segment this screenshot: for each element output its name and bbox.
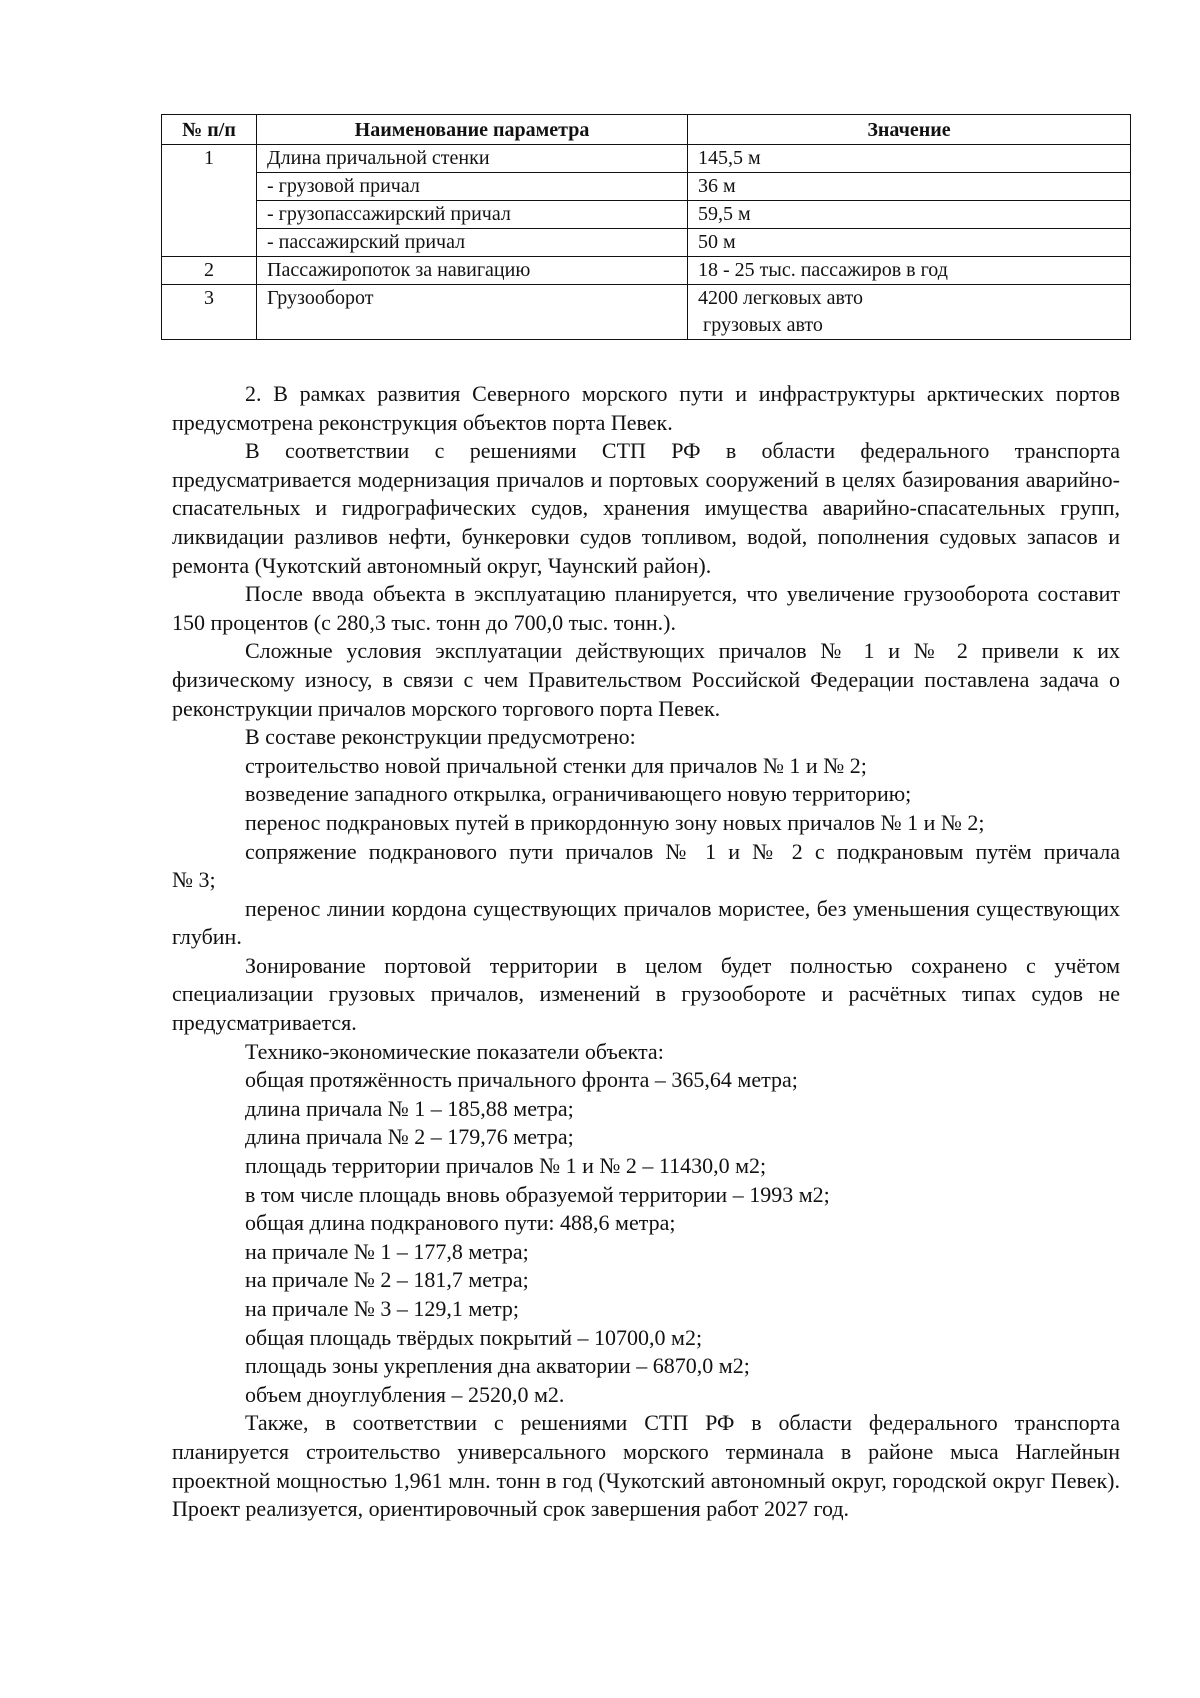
paragraph: Зонирование портовой территории в целом будет полностью сохранено с учётом специализации грузовых причалов, изменений в грузообороте и расчётных типах судов не предусматривается. [172, 952, 1120, 1036]
row-value: 145,5 м [688, 145, 1131, 173]
row-value: 18 - 25 тыс. пассажиров в год [688, 257, 1131, 285]
row-name: Пассажиропоток за навигацию [257, 257, 688, 285]
row-value-line-1: 4200 легковых авто [698, 287, 863, 309]
table-header-row [162, 115, 1131, 145]
table-row [162, 145, 1131, 173]
row-name: - грузовой причал [257, 173, 688, 201]
list-item: сопряжение подкранового пути причалов № 1 и № 2 с подкрановым путём причала [245, 838, 1120, 864]
body-text [172, 380, 1120, 1524]
parameters-table [161, 114, 1131, 340]
row-num: 1 [162, 145, 257, 257]
row-name: Грузооборот [257, 285, 688, 340]
list-item: на причале № 1 – 177,8 метра; [245, 1238, 529, 1264]
row-value-line-2: грузовых авто [698, 314, 823, 336]
paragraph: В составе реконструкции предусмотрено: [245, 724, 636, 750]
row-num: 3 [162, 285, 257, 340]
header-name: Наименование параметра [257, 115, 688, 145]
list-item: площадь зоны укрепления дна акватории – 6870,0 м2; [245, 1353, 750, 1379]
list-item: на причале № 2 – 181,7 метра; [245, 1267, 529, 1293]
table-row [162, 257, 1131, 285]
list-item: объем дноуглубления – 2520,0 м2. [245, 1381, 565, 1407]
paragraph: После ввода объекта в эксплуатацию планируется, что увеличение грузооборота составит 150 процентов (с 280,3 тыс. тонн до 700,0 тыс. тонн.). [172, 581, 1120, 635]
list-item: перенос подкрановых путей в прикордонную зону новых причалов № 1 и № 2; [245, 809, 985, 835]
list-item: общая протяжённость причального фронта – 365,64 метра; [245, 1067, 798, 1093]
list-item: в том числе площадь вновь образуемой территории – 1993 м2; [245, 1181, 830, 1207]
paragraph: В соответствии с решениями СТП РФ в области федерального транспорта предусматривается модернизация причалов и портовых сооружений в целях базирования аварийно-спасательных и гидрографических судов, хранения имущества аварийно-спасательных групп, ликвидации разливов нефти, бункеровки судов топливом, водой, пополнения судовых запасов и ремонта (Чукотский автономный округ, Чаунский район). [172, 438, 1120, 578]
row-name: Длина причальной стенки [257, 145, 688, 173]
table-row [162, 201, 1131, 229]
row-value: 59,5 м [688, 201, 1131, 229]
table-row [162, 173, 1131, 201]
list-item: длина причала № 2 – 179,76 метра; [245, 1124, 574, 1150]
list-item: общая площадь твёрдых покрытий – 10700,0 м2; [245, 1324, 703, 1350]
paragraph: Также, в соответствии с решениями СТП РФ в области федерального транспорта планируется строительство универсального морского терминала в районе мыса Наглейнын проектной мощностью 1,961 млн. тонн в год (Чукотский автономный округ, городской округ Певек). Проект реализуется, ориентировочный срок завершения работ 2027 год. [172, 1410, 1120, 1522]
table-row [162, 285, 1131, 340]
list-item: перенос линии кордона существующих причалов мористее, без уменьшения существующих глубин. [172, 895, 1120, 950]
header-value: Значение [688, 115, 1131, 145]
list-item: строительство новой причальной стенки для причалов № 1 и № 2; [245, 752, 867, 778]
list-item: общая длина подкранового пути: 488,6 метра; [245, 1210, 676, 1236]
list-item: возведение западного открылка, ограничивающего новую территорию; [245, 781, 912, 807]
header-num: № п/п [162, 115, 257, 145]
row-name: - грузопассажирский причал [257, 201, 688, 229]
paragraph: Сложные условия эксплуатации действующих причалов № 1 и № 2 привели к их физическому износу, в связи с чем Правительством Российской Федерации поставлена задача о реконструкции причалов морского торгового порта Певек. [172, 638, 1120, 721]
row-value [688, 285, 1131, 340]
list-item: площадь территории причалов № 1 и № 2 – 11430,0 м2; [245, 1153, 767, 1179]
row-value: 50 м [688, 229, 1131, 257]
row-value: 36 м [688, 173, 1131, 201]
list-item: на причале № 3 – 129,1 метр; [245, 1296, 520, 1321]
paragraph: 2. В рамках развития Северного морского пути и инфраструктуры арктических портов предусмотрена реконструкция объектов порта Певек. [172, 381, 1120, 435]
list-item-continuation: № 3; [172, 867, 216, 893]
row-name: - пассажирский причал [257, 229, 688, 257]
row-num: 2 [162, 257, 257, 285]
list-item: длина причала № 1 – 185,88 метра; [245, 1095, 574, 1121]
table-row [162, 229, 1131, 257]
paragraph: Технико-экономические показатели объекта: [245, 1038, 664, 1064]
